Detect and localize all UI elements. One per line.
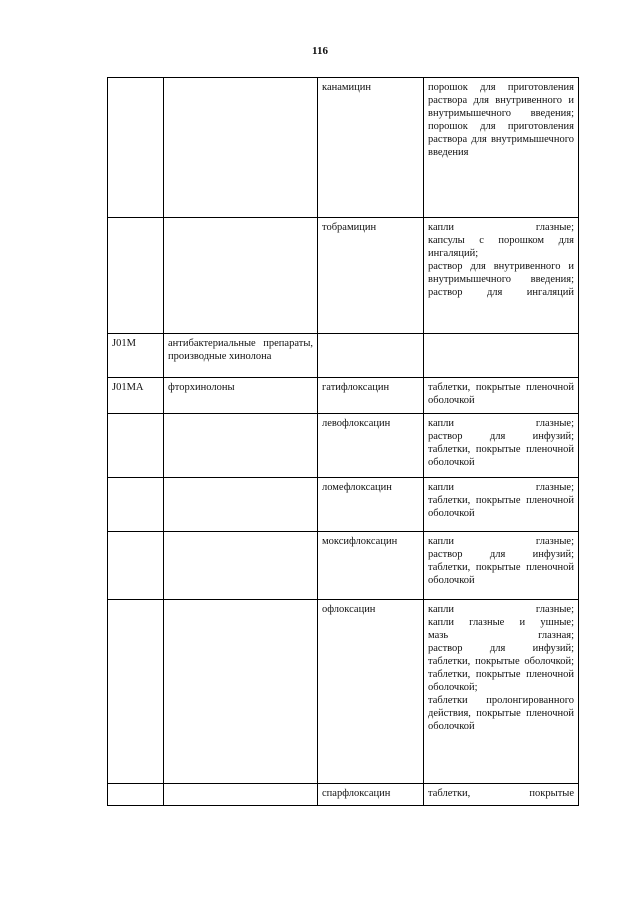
drug-name-cell: спарфлоксацин <box>318 784 424 806</box>
dosage-forms-cell <box>424 600 579 784</box>
group-name-cell <box>164 218 318 334</box>
drug-name-cell: тобрамицин <box>318 218 424 334</box>
dosage-form-line: капли глазные; <box>428 604 574 615</box>
atc-code-cell <box>108 784 164 806</box>
dosage-form-line: порошок для приготовления раствора для внутривенного и внутримышечного введения; <box>428 82 574 119</box>
drug-table <box>107 77 579 806</box>
atc-code-cell <box>108 414 164 478</box>
dosage-form-line: раствор для внутривенного и внутримышечного введения; <box>428 261 574 285</box>
dosage-form-line: таблетки, покрытые оболочкой; <box>428 656 574 667</box>
drug-name-cell: ломефлоксацин <box>318 478 424 532</box>
dosage-form-line: раствор для инфузий; <box>428 549 574 560</box>
dosage-form-line: таблетки, покрытые пленочной оболочкой; <box>428 669 574 693</box>
table-row <box>108 414 579 478</box>
dosage-form-line: раствор для ингаляций <box>428 287 574 298</box>
dosage-form-line: таблетки, покрытые пленочной оболочкой <box>428 444 574 468</box>
dosage-form-line: раствор для инфузий; <box>428 643 574 654</box>
table-row <box>108 532 579 600</box>
atc-code-cell: J01M <box>108 334 164 378</box>
group-name-cell <box>164 78 318 218</box>
dosage-forms-cell <box>424 478 579 532</box>
drug-name-cell: моксифлоксацин <box>318 532 424 600</box>
dosage-form-line: таблетки, покрытые пленочной оболочкой <box>428 562 574 586</box>
dosage-form-line: капли глазные; <box>428 482 574 493</box>
group-name-cell: антибактериальные препараты, производные хинолона <box>164 334 318 378</box>
atc-code-cell <box>108 218 164 334</box>
dosage-form-line: капли глазные; <box>428 536 574 547</box>
group-name-cell <box>164 532 318 600</box>
dosage-form-line: таблетки, покрытые <box>428 788 574 799</box>
atc-code-cell <box>108 600 164 784</box>
dosage-form-line: капли глазные; <box>428 418 574 429</box>
dosage-form-line: раствор для инфузий; <box>428 431 574 442</box>
table-row <box>108 378 579 414</box>
drug-name-cell: гатифлоксацин <box>318 378 424 414</box>
dosage-form-line: таблетки, покрытые пленочной оболочкой <box>428 495 574 519</box>
dosage-forms-cell <box>424 334 579 378</box>
drug-name-cell: левофлоксацин <box>318 414 424 478</box>
dosage-form-line: мазь глазная; <box>428 630 574 641</box>
group-name-cell <box>164 478 318 532</box>
table-row <box>108 600 579 784</box>
dosage-forms-cell <box>424 532 579 600</box>
group-name-cell <box>164 784 318 806</box>
atc-code-cell: J01MA <box>108 378 164 414</box>
dosage-forms-cell <box>424 784 579 806</box>
table-row <box>108 478 579 532</box>
dosage-forms-cell <box>424 378 579 414</box>
dosage-forms-cell <box>424 78 579 218</box>
dosage-forms-cell <box>424 218 579 334</box>
dosage-forms-cell <box>424 414 579 478</box>
drug-name-cell <box>318 334 424 378</box>
dosage-form-line: порошок для приготовления раствора для внутримышечного введения <box>428 121 574 158</box>
atc-code-cell <box>108 78 164 218</box>
drug-name-cell: канамицин <box>318 78 424 218</box>
group-name-cell: фторхинолоны <box>164 378 318 414</box>
dosage-form-line: таблетки пролонгированного действия, покрытые пленочной оболочкой <box>428 695 574 732</box>
table-row <box>108 78 579 218</box>
dosage-form-line: капсулы с порошком для ингаляций; <box>428 235 574 259</box>
group-name-cell <box>164 600 318 784</box>
group-name-cell <box>164 414 318 478</box>
drug-name-cell: офлоксацин <box>318 600 424 784</box>
atc-code-cell <box>108 532 164 600</box>
atc-code-cell <box>108 478 164 532</box>
dosage-form-line: таблетки, покрытые пленочной оболочкой <box>428 382 574 406</box>
dosage-form-line: капли глазные и ушные; <box>428 617 574 628</box>
table-row <box>108 218 579 334</box>
table-body <box>108 78 579 806</box>
table-row <box>108 784 579 806</box>
dosage-form-line: капли глазные; <box>428 222 574 233</box>
page-number: 116 <box>312 45 328 57</box>
table-row <box>108 334 579 378</box>
